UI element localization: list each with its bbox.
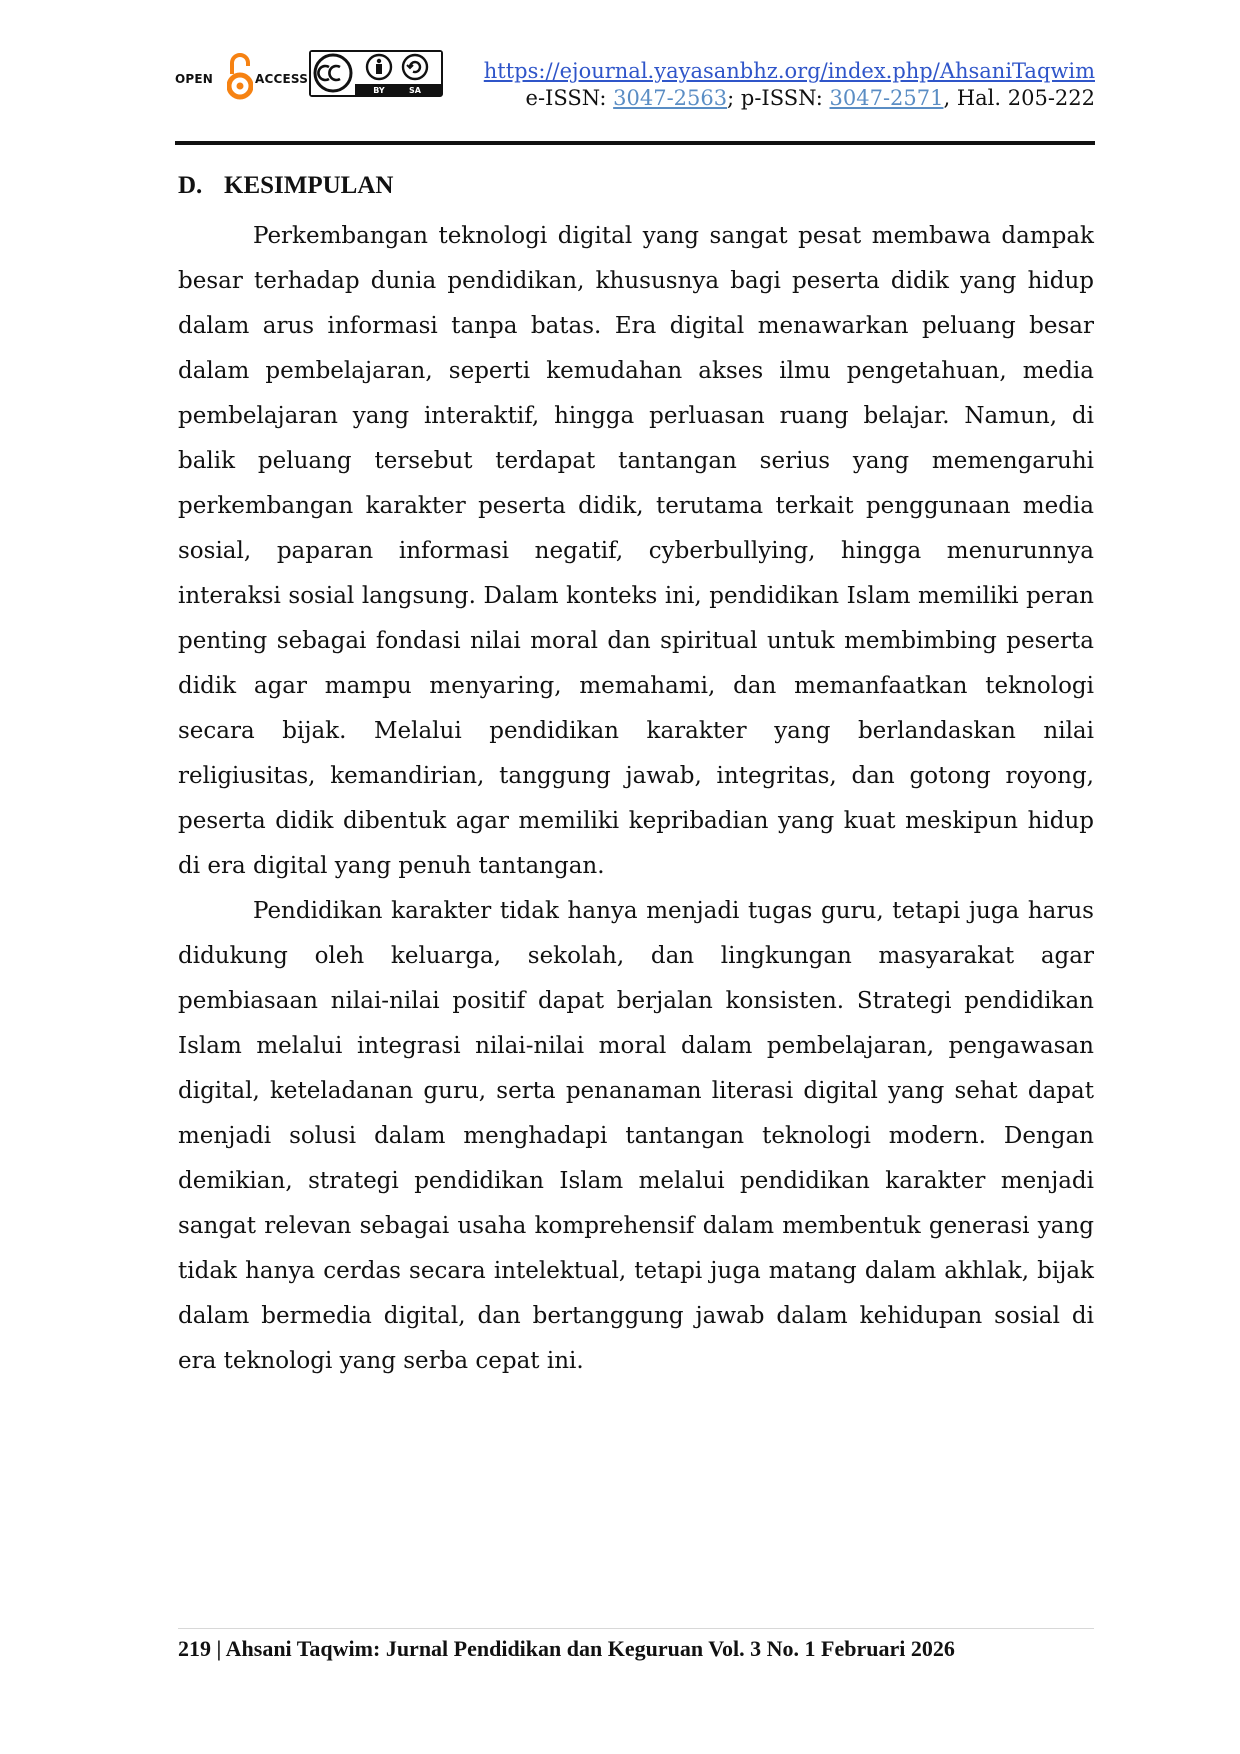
cc-by-label: BY <box>373 86 385 95</box>
main-content <box>178 172 1094 1384</box>
section-title: KESIMPULAN <box>224 172 394 199</box>
section-letter: D. <box>178 172 203 199</box>
open-access-left-text: OPEN <box>175 72 214 86</box>
cc-by-sa-badge <box>309 50 443 97</box>
paragraph-1: Perkembangan teknologi digital yang sangat pesat membawa dampak besar terhadap dunia pendidikan, khususnya bagi peserta didik yang hidup dalam arus informasi tanpa batas. Era digital menawarkan peluang besar dalam pembelajaran, seperti kemudahan akses ilmu pengetahuan, media pembelajaran yang interaktif, hingga perluasan ruang belajar. Namun, di balik peluang tersebut terdapat tantangan serius yang memengaruhi perkembangan karakter peserta didik, terutama terkait penggunaan media sosial, paparan informasi negatif, cyberbullying, hingga menurunnya interaksi sosial langsung. Dalam konteks ini, pendidikan Islam memiliki peran penting sebagai fondasi nilai moral dan spiritual untuk membimbing peserta didik agar mampu menyaring, memahami, dan memanfaatkan teknologi secara bijak. Melalui pendidikan karakter yang berlandaskan nilai religiusitas, kemandirian, tanggung jawab, integritas, dan gotong royong, peserta didik dibentuk agar memiliki kepribadian yang kuat meskipun hidup di era digital yang penuh tantangan. <box>178 223 1094 879</box>
paragraph-2: Pendidikan karakter tidak hanya menjadi tugas guru, tetapi juga harus didukung oleh keluarga, sekolah, dan lingkungan masyarakat agar pembiasaan nilai-nilai positif dapat berjalan konsisten. Strategi pendidikan Islam melalui integrasi nilai-nilai moral dalam pembelajaran, pengawasan digital, keteladanan guru, serta penanaman literasi digital yang sehat dapat menjadi solusi dalam menghadapi tantangan teknologi modern. Dengan demikian, strategi pendidikan Islam melalui pendidikan karakter menjadi sangat relevan sebagai usaha komprehensif dalam membentuk generasi yang tidak hanya cerdas secara intelektual, tetapi juga matang dalam akhlak, bijak dalam bermedia digital, dan bertanggung jawab dalam kehidupan sosial di era teknologi yang serba cepat ini. <box>178 898 1094 1374</box>
open-access-logo <box>175 52 309 102</box>
open-access-right-text: ACCESS <box>255 72 309 86</box>
page-range: , Hal. 205-222 <box>943 86 1095 110</box>
eissn-link[interactable]: 3047-2563 <box>613 86 728 110</box>
eissn-label: e-ISSN: <box>525 86 614 110</box>
page-number: 219 <box>178 1636 211 1661</box>
pissn-link[interactable]: 3047-2571 <box>829 86 944 110</box>
footer-divider <box>178 1628 1094 1629</box>
page-header <box>175 50 1095 110</box>
creative-commons-icon <box>311 52 441 95</box>
page-footer <box>178 1636 955 1662</box>
section-heading <box>178 172 1094 200</box>
journal-info <box>484 58 1095 112</box>
pissn-label: ; p-ISSN: <box>727 86 830 110</box>
footer-separator: | <box>211 1636 226 1661</box>
journal-url-link[interactable]: https://ejournal.yayasanbhz.org/index.php/AhsaniTaqwim <box>483 59 1095 83</box>
open-lock-icon <box>227 52 253 102</box>
header-divider <box>175 141 1095 145</box>
issn-line <box>484 85 1095 112</box>
journal-citation: Ahsani Taqwim: Jurnal Pendidikan dan Keguruan Vol. 3 No. 1 Februari 2026 <box>225 1636 955 1661</box>
cc-sa-label: SA <box>409 86 421 95</box>
